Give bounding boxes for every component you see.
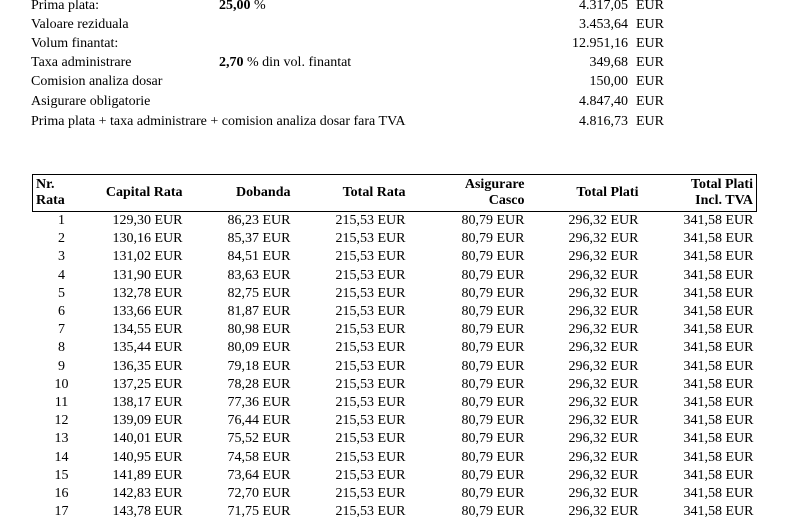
cell-nr-rata: 2 — [58, 231, 65, 247]
summary-currency: EUR — [636, 55, 664, 70]
cell-capital-rata: 131,02 EUR — [112, 249, 183, 265]
cell-total-rata: 215,53 EUR — [335, 231, 406, 247]
cell-asigurare-casco: 80,79 EUR — [461, 485, 525, 501]
summary-label: Valoare reziduala — [31, 17, 129, 32]
cell-capital-rata: 142,83 EUR — [112, 485, 183, 501]
summary-label: Prima plata + taxa administrare + comision analiza dosar fara TVA — [31, 114, 406, 129]
cell-total-rata: 215,53 EUR — [335, 267, 406, 283]
header-asigurare-casco: Asigurare Casco — [409, 175, 528, 212]
percent-value: 25,00 — [219, 0, 251, 13]
summary-currency: EUR — [636, 94, 664, 109]
cell-nr-rata: 7 — [58, 322, 65, 338]
cell-dobanda: 79,18 EUR — [227, 358, 291, 374]
table-row — [33, 376, 757, 394]
cell-total-rata: 215,53 EUR — [335, 413, 406, 429]
percent-unit: % — [250, 0, 266, 13]
cell-capital-rata: 140,01 EUR — [112, 431, 183, 447]
cell-asigurare-casco: 80,79 EUR — [461, 267, 525, 283]
cell-total-plati-tva: 341,58 EUR — [683, 485, 754, 501]
summary-currency: EUR — [636, 36, 664, 51]
summary-amount: 4.816,73 — [579, 114, 628, 129]
cell-dobanda: 71,75 EUR — [227, 504, 291, 520]
cell-total-plati: 296,32 EUR — [568, 394, 639, 410]
cell-total-plati: 296,32 EUR — [568, 231, 639, 247]
header-total-plati: Total Plati — [528, 175, 642, 212]
cell-capital-rata: 139,09 EUR — [112, 413, 183, 429]
summary-currency: EUR — [636, 74, 664, 89]
cell-total-plati-tva: 341,58 EUR — [683, 431, 754, 447]
summary-row-comision-analiza — [0, 73, 790, 91]
table-row — [33, 303, 757, 321]
cell-capital-rata: 132,78 EUR — [112, 285, 183, 301]
cell-dobanda: 77,36 EUR — [227, 394, 291, 410]
cell-asigurare-casco: 80,79 EUR — [461, 285, 525, 301]
cell-total-plati: 296,32 EUR — [568, 449, 639, 465]
table-row — [33, 430, 757, 448]
table-row — [33, 358, 757, 376]
cell-total-plati-tva: 341,58 EUR — [683, 394, 754, 410]
cell-dobanda: 84,51 EUR — [227, 249, 291, 265]
cell-total-plati-tva: 341,58 EUR — [683, 304, 754, 320]
header-capital-rata: Capital Rata — [91, 175, 186, 212]
cell-nr-rata: 14 — [54, 449, 69, 465]
cell-capital-rata: 130,16 EUR — [112, 231, 183, 247]
summary-percent — [219, 0, 266, 15]
cell-total-plati: 296,32 EUR — [568, 213, 639, 229]
cell-nr-rata: 13 — [54, 431, 69, 447]
cell-capital-rata: 137,25 EUR — [112, 376, 183, 392]
cell-asigurare-casco: 80,79 EUR — [461, 394, 525, 410]
summary-label: Comision analiza dosar — [31, 74, 163, 89]
summary-amount: 349,68 — [589, 55, 628, 70]
cell-asigurare-casco: 80,79 EUR — [461, 449, 525, 465]
cell-total-plati: 296,32 EUR — [568, 467, 639, 483]
cell-dobanda: 75,52 EUR — [227, 431, 291, 447]
cell-total-plati-tva: 341,58 EUR — [683, 213, 754, 229]
percent-unit: % din vol. finantat — [243, 55, 352, 70]
cell-capital-rata: 140,95 EUR — [112, 449, 183, 465]
cell-total-rata: 215,53 EUR — [335, 431, 406, 447]
summary-amount: 4.847,40 — [579, 94, 628, 109]
cell-capital-rata: 135,44 EUR — [112, 340, 183, 356]
cell-total-plati: 296,32 EUR — [568, 358, 639, 374]
cell-dobanda: 85,37 EUR — [227, 231, 291, 247]
summary-row-volum-finantat — [0, 35, 790, 53]
cell-total-rata: 215,53 EUR — [335, 485, 406, 501]
cell-total-plati-tva: 341,58 EUR — [683, 231, 754, 247]
cell-capital-rata: 136,35 EUR — [112, 358, 183, 374]
table-row — [33, 485, 757, 503]
cell-dobanda: 80,09 EUR — [227, 340, 291, 356]
cell-capital-rata: 138,17 EUR — [112, 394, 183, 410]
summary-amount: 3.453,64 — [579, 17, 628, 32]
summary-label: Prima plata: — [31, 0, 100, 13]
summary-row-valoare-reziduala — [0, 16, 790, 34]
table-row — [33, 285, 757, 303]
cell-nr-rata: 16 — [54, 485, 69, 501]
table-row — [33, 212, 757, 231]
cell-capital-rata: 134,55 EUR — [112, 322, 183, 338]
header-dobanda: Dobanda — [186, 175, 294, 212]
table-row — [33, 267, 757, 285]
cell-total-plati: 296,32 EUR — [568, 431, 639, 447]
cell-total-plati: 296,32 EUR — [568, 485, 639, 501]
cell-nr-rata: 11 — [54, 394, 69, 410]
payment-schedule-table — [32, 174, 757, 521]
cell-total-plati: 296,32 EUR — [568, 322, 639, 338]
cell-asigurare-casco: 80,79 EUR — [461, 504, 525, 520]
cell-nr-rata: 15 — [54, 467, 69, 483]
summary-label: Asigurare obligatorie — [31, 94, 151, 109]
cell-total-plati: 296,32 EUR — [568, 285, 639, 301]
cell-asigurare-casco: 80,79 EUR — [461, 231, 525, 247]
cell-total-rata: 215,53 EUR — [335, 322, 406, 338]
cell-dobanda: 81,87 EUR — [227, 304, 291, 320]
cell-nr-rata: 3 — [58, 249, 65, 265]
summary-currency: EUR — [636, 0, 664, 13]
cell-total-plati-tva: 341,58 EUR — [683, 322, 754, 338]
cell-asigurare-casco: 80,79 EUR — [461, 213, 525, 229]
cell-total-plati-tva: 341,58 EUR — [683, 376, 754, 392]
cell-total-plati: 296,32 EUR — [568, 413, 639, 429]
cell-nr-rata: 5 — [58, 285, 65, 301]
cell-dobanda: 78,28 EUR — [227, 376, 291, 392]
cell-total-plati: 296,32 EUR — [568, 304, 639, 320]
cell-asigurare-casco: 80,79 EUR — [461, 340, 525, 356]
cell-dobanda: 82,75 EUR — [227, 285, 291, 301]
header-total-plati-tva: Total Plati Incl. TVA — [642, 175, 757, 212]
table-row — [33, 248, 757, 266]
cell-capital-rata: 133,66 EUR — [112, 304, 183, 320]
cell-total-rata: 215,53 EUR — [335, 394, 406, 410]
summary-amount: 4.317,05 — [579, 0, 628, 13]
cell-total-rata: 215,53 EUR — [335, 467, 406, 483]
cell-total-plati: 296,32 EUR — [568, 249, 639, 265]
cell-total-rata: 215,53 EUR — [335, 285, 406, 301]
cell-asigurare-casco: 80,79 EUR — [461, 431, 525, 447]
cell-nr-rata: 10 — [54, 376, 69, 392]
cell-dobanda: 76,44 EUR — [227, 413, 291, 429]
cell-total-plati: 296,32 EUR — [568, 504, 639, 520]
cell-nr-rata: 9 — [58, 358, 65, 374]
cell-total-plati-tva: 341,58 EUR — [683, 285, 754, 301]
cell-total-plati: 296,32 EUR — [568, 340, 639, 356]
cell-asigurare-casco: 80,79 EUR — [461, 467, 525, 483]
cell-asigurare-casco: 80,79 EUR — [461, 358, 525, 374]
cell-asigurare-casco: 80,79 EUR — [461, 413, 525, 429]
cell-asigurare-casco: 80,79 EUR — [461, 322, 525, 338]
summary-row-asigurare-obligatorie — [0, 93, 790, 111]
cell-total-rata: 215,53 EUR — [335, 358, 406, 374]
cell-nr-rata: 6 — [58, 304, 65, 320]
cell-dobanda: 72,70 EUR — [227, 485, 291, 501]
summary-amount: 12.951,16 — [572, 36, 628, 51]
cell-nr-rata: 17 — [54, 504, 69, 520]
cell-total-rata: 215,53 EUR — [335, 449, 406, 465]
table-row — [33, 230, 757, 248]
cell-capital-rata: 129,30 EUR — [112, 213, 183, 229]
summary-row-taxa-administrare — [0, 54, 790, 72]
cell-total-rata: 215,53 EUR — [335, 376, 406, 392]
cell-total-plati-tva: 341,58 EUR — [683, 267, 754, 283]
cell-dobanda: 73,64 EUR — [227, 467, 291, 483]
cell-nr-rata: 1 — [58, 213, 65, 229]
cell-total-plati-tva: 341,58 EUR — [683, 449, 754, 465]
summary-row-total-initial — [0, 113, 790, 131]
cell-total-plati-tva: 341,58 EUR — [683, 358, 754, 374]
cell-total-plati-tva: 341,58 EUR — [683, 504, 754, 520]
cell-total-rata: 215,53 EUR — [335, 504, 406, 520]
cell-total-rata: 215,53 EUR — [335, 340, 406, 356]
table-header-row — [33, 175, 757, 212]
cell-total-plati-tva: 341,58 EUR — [683, 467, 754, 483]
cell-dobanda: 74,58 EUR — [227, 449, 291, 465]
table-row — [33, 339, 757, 357]
header-total-rata: Total Rata — [294, 175, 409, 212]
table-row — [33, 503, 757, 521]
cell-total-rata: 215,53 EUR — [335, 213, 406, 229]
cell-asigurare-casco: 80,79 EUR — [461, 249, 525, 265]
cell-capital-rata: 143,78 EUR — [112, 504, 183, 520]
header-nr-rata: Nr. Rata — [33, 175, 91, 212]
cell-nr-rata: 12 — [54, 413, 69, 429]
table-row — [33, 394, 757, 412]
cell-total-plati: 296,32 EUR — [568, 267, 639, 283]
summary-amount: 150,00 — [589, 74, 628, 89]
table-row — [33, 467, 757, 485]
cell-dobanda: 80,98 EUR — [227, 322, 291, 338]
cell-capital-rata: 141,89 EUR — [112, 467, 183, 483]
cell-capital-rata: 131,90 EUR — [112, 267, 183, 283]
summary-currency: EUR — [636, 114, 664, 129]
cell-total-rata: 215,53 EUR — [335, 304, 406, 320]
cell-nr-rata: 4 — [58, 267, 65, 283]
table-row — [33, 412, 757, 430]
cell-total-plati-tva: 341,58 EUR — [683, 340, 754, 356]
cell-total-plati-tva: 341,58 EUR — [683, 413, 754, 429]
cell-total-plati: 296,32 EUR — [568, 376, 639, 392]
summary-percent — [219, 54, 351, 72]
summary-label: Taxa administrare — [31, 55, 132, 70]
cell-asigurare-casco: 80,79 EUR — [461, 376, 525, 392]
table-row — [33, 448, 757, 466]
percent-value: 2,70 — [219, 55, 244, 70]
summary-row-prima-plata — [0, 0, 790, 15]
cell-dobanda: 86,23 EUR — [227, 213, 291, 229]
summary-currency: EUR — [636, 17, 664, 32]
cell-asigurare-casco: 80,79 EUR — [461, 304, 525, 320]
cell-total-rata: 215,53 EUR — [335, 249, 406, 265]
summary-label: Volum finantat: — [31, 36, 119, 51]
table-row — [33, 321, 757, 339]
schedule-body — [33, 212, 757, 522]
cell-nr-rata: 8 — [58, 340, 65, 356]
cell-dobanda: 83,63 EUR — [227, 267, 291, 283]
cell-total-plati-tva: 341,58 EUR — [683, 249, 754, 265]
